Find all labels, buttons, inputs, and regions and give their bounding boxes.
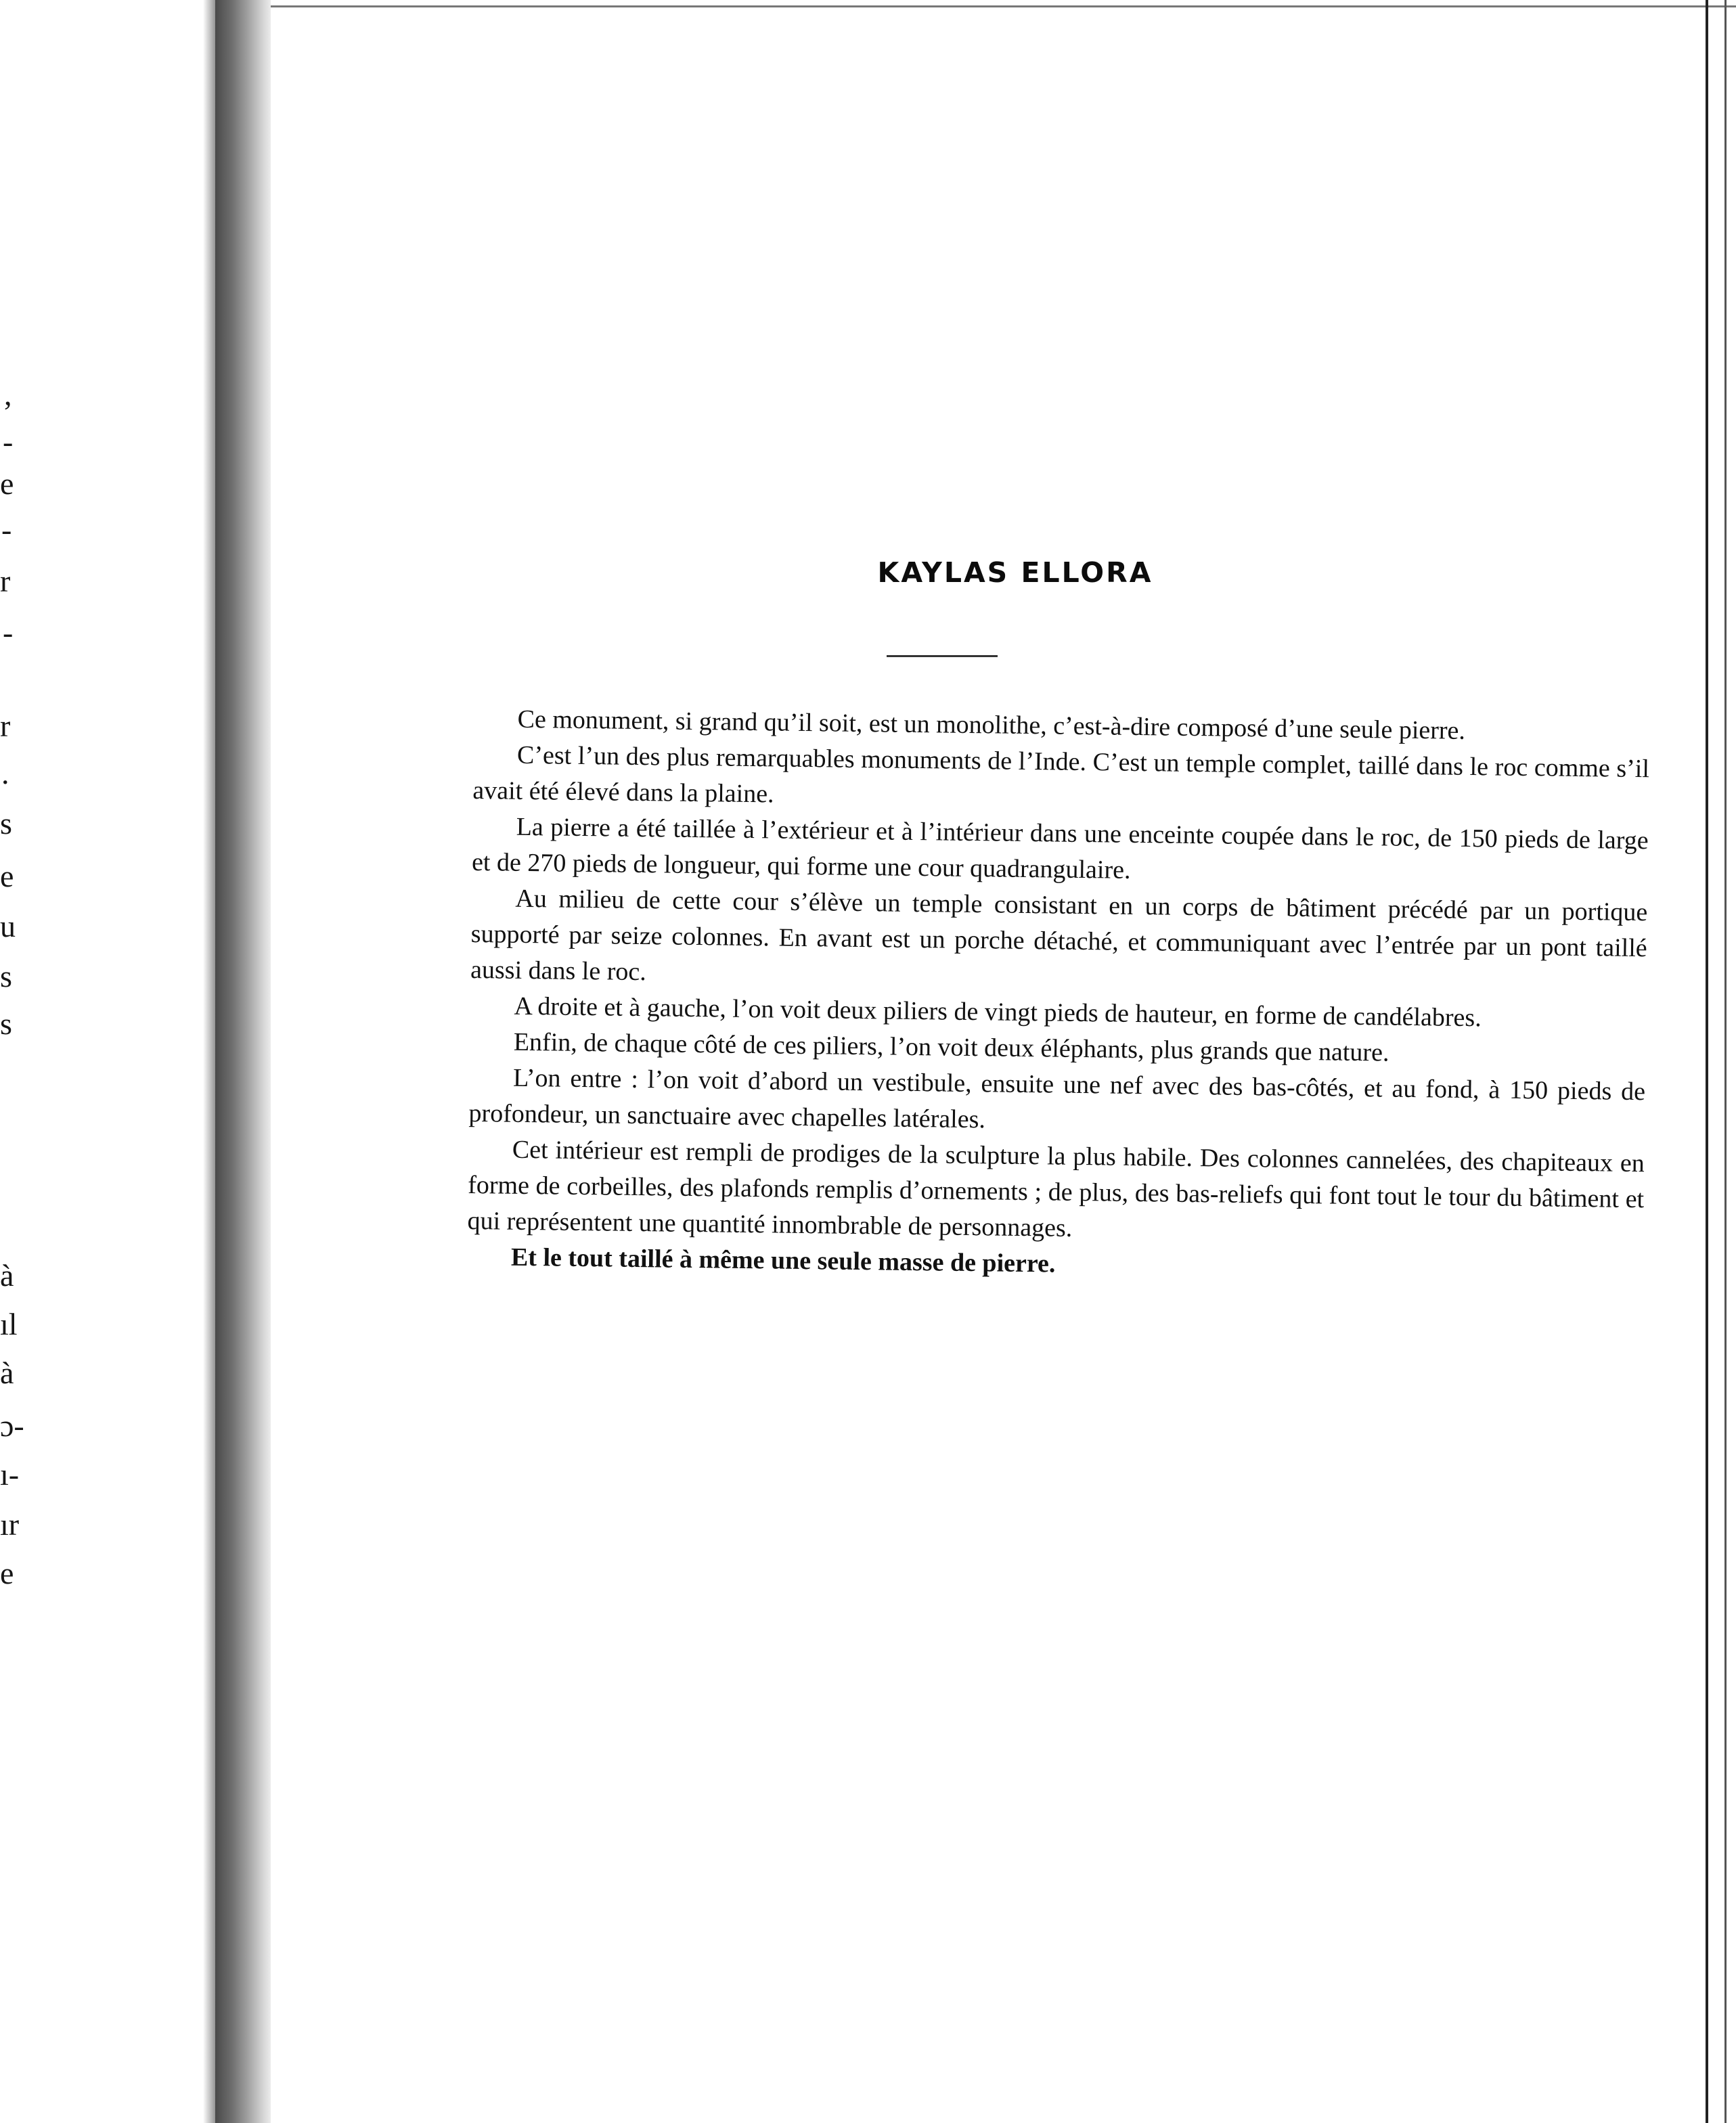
page-edge-shadow [203,0,217,2123]
paragraph [472,737,1649,823]
book-page [271,0,1699,2123]
margin-text-fragment: . [1,756,9,790]
body-text [467,701,1650,1289]
binding-gutter [215,0,271,2123]
margin-text-fragment: à [0,1356,14,1390]
paragraph-text: A droite et à gauche, l’on voit deux piliers de vingt pieds de hauteur, en forme de candélabres. [514,991,1482,1033]
page-title: KAYLAS ELLORA [877,556,1153,589]
paragraph-text: Ce monument, si grand qu’il soit, est un monolithe, c’est-à-dire composé d’une seule pierre. [517,705,1466,745]
page-right-edge-outer [1724,0,1727,2123]
paragraph [468,1060,1645,1146]
margin-text-fragment: à [0,1258,14,1293]
paragraph-text: Enfin, de chaque côté de ces piliers, l’on voit deux éléphants, plus grands que nature. [513,1027,1389,1067]
margin-text-fragment: r [0,709,11,743]
paragraph-text: C’est l’un des plus remarquables monuments de l’Inde. C’est un temple complet, taillé dans le roc comme s’il avait été élevé dans la plaine. [472,740,1650,809]
margin-text-fragment: u [0,909,16,943]
margin-text-fragment: ɔ- [0,1408,24,1443]
margin-text-fragment: r [0,564,11,598]
paragraph-text: Et le tout taillé à même une seule masse de pierre. [510,1243,1056,1278]
margin-text-fragment: ır [0,1507,20,1542]
margin-text-fragment: ıl [0,1307,18,1341]
margin-text-fragment: s [0,1006,12,1041]
page-right-edge [1706,0,1708,2123]
paragraph [467,1132,1645,1253]
title-divider [887,655,998,657]
paragraph [472,809,1649,895]
margin-text-fragment: s [0,959,12,993]
paragraph-text: L’on entre : l’on voit d’abord un vestibule, ensuite une nef avec des bas-côtés, et au fond, à 150 pieds de profondeur, un sanctuaire avec chapelles latérales. [468,1063,1646,1134]
adjacent-page-fragment [0,0,215,2123]
margin-text-fragment: - [3,615,14,650]
margin-text-fragment: e [0,1556,14,1590]
margin-text-fragment: , [4,377,12,411]
margin-text-fragment: - [1,512,12,547]
paragraph-text: Cet intérieur est rempli de prodiges de la sculpture la plus habile. Des colonnes cannelées, des chapiteaux en forme de corbeilles, des plafonds remplis d’ornements ; de plus, des bas-reliefs qui font tout le tour du bâtiment et qui représentent une quantité innombrable de personnages. [467,1135,1645,1243]
paragraph [470,880,1648,1002]
margin-text-fragment: - [3,424,14,459]
margin-text-fragment: e [0,466,14,501]
margin-text-fragment: ı- [0,1457,20,1492]
margin-text-fragment: s [0,806,12,841]
margin-text-fragment: e [0,859,14,893]
paragraph-text: Au milieu de cette cour s’élève un temple consistant en un corps de bâtiment précédé par un portique supporté par seize colonnes. En avant est un porche détaché, et communiquant avec l’entrée par un pont taillé aussi dans le roc. [470,884,1648,987]
paragraph-text: La pierre a été taillée à l’extérieur et à l’intérieur dans une enceinte coupée dans le roc, de 150 pieds de large et de 270 pieds de longueur, qui forme une cour quadrangulaire. [471,812,1649,885]
